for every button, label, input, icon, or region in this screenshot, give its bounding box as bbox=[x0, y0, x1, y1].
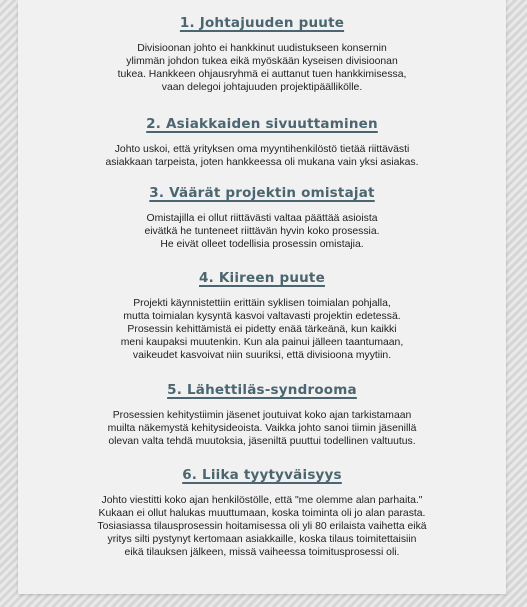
section-2 bbox=[18, 115, 506, 169]
section-1 bbox=[18, 14, 506, 94]
section-4 bbox=[18, 269, 506, 362]
section-5 bbox=[18, 381, 506, 448]
document-panel bbox=[18, 0, 506, 594]
section-6 bbox=[18, 466, 506, 559]
section-text: Johto viestitti koko ajan henkilöstölle, että "me olemme alan parhaita." Kukaan ei ollut halukas muuttumaan, koska toiminta oli jo alan parasta. Tosiasiassa tilausprosessin hoitamisessa oli yli 80 erilaista vaihetta eikä yritys silti pystynyt kertomaan asiakkaille, koska tilaus toimitettaisiin eikä tilauksen jälkeen, missä vaiheessa toimitusprosessi oli. bbox=[97, 495, 427, 559]
section-3 bbox=[18, 184, 506, 251]
section-heading: 6. Liika tyytyväisyys bbox=[182, 467, 342, 483]
section-heading: 3. Väärät projektin omistajat bbox=[149, 185, 375, 201]
section-heading: 1. Johtajuuden puute bbox=[179, 15, 345, 31]
section-heading: 2. Asiakkaiden sivuuttaminen bbox=[146, 116, 378, 132]
section-heading: 4. Kiireen puute bbox=[199, 270, 325, 286]
section-text: Prosessien kehitystiimin jäsenet joutuivat koko ajan tarkistamaan muilta näkemystä kehitysideoista. Vaikka johto sanoi tiimin jäsenillä olevan valta tehdä muutoksia, jäseniltä puuttui todellinen valtuutus. bbox=[107, 410, 417, 448]
section-text: Projekti käynnistettiin erittäin syklisen toimialan pohjalla, mutta toimialan kysyntä kasvoi valtavasti projektin edetessä. Prosessin kehittämistä ei pidetty enää tärkeänä, kun kaikki meni kaupaksi muutenkin. Kun ala painui jälleen taantumaan, vaikeudet kasvoivat niin suuriksi, että divisioona myytiin. bbox=[120, 298, 404, 362]
section-text: Divisioonan johto ei hankkinut uudistukseen konsernin ylimmän johdon tukea eikä myöskään kyseisen divisioonan tukea. Hankkeen ohjausryhmä ei auttanut tuen hankkimisessa, vaan delegoi johtajuuden projektipäällikölle. bbox=[117, 43, 407, 94]
section-heading: 5. Lähettiläs-syndrooma bbox=[167, 382, 357, 398]
section-text: Omistajilla ei ollut riittävästi valtaa päättää asioista eivätkä he tunteneet riittävän hyvin koko prosessia. He eivät olleet todellisia prosessin omistajia. bbox=[144, 213, 380, 251]
section-text: Johto uskoi, että yrityksen oma myyntihenkilöstö tietää riittävästi asiakkaan tarpeista, joten hankkeessa oli mukana vain yksi asiakas. bbox=[105, 144, 419, 169]
